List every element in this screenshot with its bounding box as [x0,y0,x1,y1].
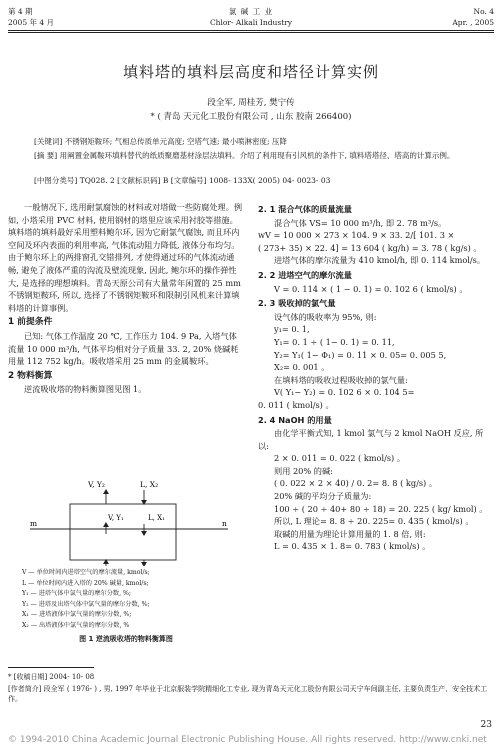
text-line: 进塔气体的摩尔流量为 410 kmol/h, 即 0. 114 kmol/s。 [274,255,486,266]
footnote-author: [作者简介] 段全军 ( 1976- ) , 男, 1997 年毕业于北京服装学院精细化工专业, 现为青岛天元化工股份有限公司天宁车间副主任, 主要负责生产、安全技术工作。 [8,685,488,703]
section-2-text: 逆流吸收塔的物料衡算图见图 1。 [24,384,147,395]
legend-item: L — 单位时间内进入塔的 20% 碱量, kmol/s; [22,579,149,587]
equation-line: wV = 10 000 × 273 × 104. 9 × 33. 2/[ 101. 3 × [258,230,455,241]
keywords: [关键词] 不锈钢矩鞍环; 气相总传质单元高度; 空塔气速; 最小喷淋密度; 压降 [34,137,287,146]
affiliation: * ( 青岛 天元化工股份有限公司 , 山东 胶南 266400) [150,112,352,122]
section-2-4-heading: 2. 4 NaOH 的用量 [258,414,332,425]
text-line: 混合气体 VS= 10 000 m³/h, 即 2. 78 m³/s。 [274,217,447,228]
label-liquid-top: L, X₂ [140,480,159,489]
equation-line: ( 273+ 35) × 22. 4] = 13 604 ( kg/h) = 3. 78 ( kg/s) 。 [258,242,482,253]
section-2-2-heading: 2. 2 进塔空气的摩尔流量 [258,269,352,280]
text-line: 设气体的吸收率为 95%, 则: [274,311,377,322]
legend-item: V — 单位时间内进塔空气的摩尔流量, kmol/s; [22,569,150,576]
section-2-1-heading: 2. 1 混合气体的质量流量 [258,204,352,214]
left-column [8,201,244,396]
equation-line: Y₂= Y₁( 1− Φ₁) = 0. 11 × 0. 05= 0. 005 5, [274,349,447,360]
label-liquid-section: L, X₁ [148,514,165,522]
equation-line: ( 0. 022 × 2 × 40) / 0. 2= 8. 8 ( kg/s) 。 [274,478,438,489]
page-number: 23 [480,720,492,730]
footnote-rule [8,667,94,668]
label-gas-section: V, Y₁ [108,514,124,522]
text-line: 由化学平衡式知, 1 kmol 氯气与 2 kmol NaOH 反应, 所以: [258,428,484,451]
equation-line: 100 ÷ ( 20 ÷ 40+ 80 ÷ 18) = 20. 225 ( kg/ kmol) 。 [274,503,488,514]
classification: [中图分类号] TQ028. 2 [文献标识码] B [文章编号] 1008- 133X( 2005) 04- 0023- 03 [34,176,331,185]
legend-item: Y₂ — 进塔及出塔气体中氯气量的摩尔分数, %; [22,600,150,608]
equation-line: L = 0. 435 × 1. 8= 0. 783 ( kmol/s) 。 [274,541,431,552]
equation-line: Y₁= 0. 1 ÷ ( 1− 0. 1) = 0. 11, [274,336,395,347]
equation-line: V = 0. 114 × ( 1 − 0. 1) = 0. 102 6 ( kmol/s) 。 [274,283,468,294]
tower-column [70,504,176,560]
figure-caption: 图 1 逆流吸收塔的物料衡算图 [79,635,173,643]
liquid-outlet-arrowhead [141,562,147,566]
text-line: 20% 碱的平均分子质量为: [274,491,372,502]
label-m: m [30,519,38,528]
section-1-text: 已知: 气体工作温度 20 ℃, 工作压力 104. 9 Pa, 入塔气体流量 10 000 m³/h, 气体平均相对分子质量 33. 2, 20% 烧碱耗用量 112 752 kg/h。吸收塔采用 25 mm 的金属鞍环。 [8,330,239,367]
equation-line: 0. 011 ( kmol/s) 。 [258,399,334,410]
header-journal-en: Chlor- Alkali Industry [209,18,293,27]
legend-item: Y₁ — 进塔气体中氯气量的摩尔分数, %; [22,590,132,597]
legend-item: X₂ — 出塔液体中氯气量的摩尔分数, % [22,621,130,629]
header-issue-en: No. 4 [473,7,494,16]
label-n: n [222,519,227,528]
gas-outlet-arrowhead [103,489,109,494]
equation-line: V( Y₁− Y₂) = 0. 102 6 × 0. 104 5= [274,387,415,398]
header-date-cn: 2005 年 4 月 [8,18,55,27]
footnote-received: * [收稿日期] 2004- 10- 08 [8,673,95,681]
header-date-en: Apr. , 2005 [452,18,494,27]
authors: 段全军, 周桂芳, 樊宁传 [207,98,295,108]
gas-section-arrowhead [103,522,109,527]
material-balance-diagram [8,478,244,566]
text-line: 则用 20% 的碱: [274,465,333,476]
equation-line: 2 × 0. 011 = 0. 022 ( kmol/s) 。 [274,453,406,464]
legend-item: X₁ — 进塔液体中氯气量的摩尔分数, %; [22,611,132,618]
section-1-heading: 1 前提条件 [8,317,53,328]
text-line: 取碱的用量为理论计算用量的 1. 8 倍, 则: [274,528,426,539]
right-column [258,201,494,553]
equation-line: y₁= 0. 1, [274,324,310,335]
copyright-watermark: © 1994-2010 China Academic Journal Electronic Publishing House. All rights reserved. http://www.cnki.net [8,735,487,745]
header-rule [8,30,494,31]
section-2-3-heading: 2. 3 吸收掉的氯气量 [258,298,336,309]
equation-line: 所以, L 理论= 8. 8 ÷ 20. 225= 0. 435 ( kmol/s) 。 [274,516,474,527]
header-rule-2 [8,32,494,33]
abstract: [摘 要] 用阐置金属鞍环填料替代的纸质聚磨基材涂层法填料。介绍了利用现有引风机的条件下, 填料塔塔径、塔高的计算示例。 [34,151,455,160]
figure-legend [22,568,244,631]
intro-paragraph: 一般情况下, 选用耐氯腐蚀的材料或对塔做一些防腐处理。例如, 小塔采用 PVC 材料, 使用钢材的塔里应该采用衬胶等措施。填料塔的填料最好采用塑料鲍尔环, 因为它耐氯气腐蚀, 而且环内空间及环内表面的利用率高, 气体流动阻力降低, 液体分布均匀。由于鲍尔环上的两排窗孔交错排列, 才使得通过环的气体流动通畅, 避免了液体严重的沟流及壁流现象, 因此, 鲍尔环的操作弹性大, 是选择的理想填料。青岛天原公司有大量常年闲置的 25 mm 不锈钢矩鞍环, 所以, 选择了不锈钢矩鞍环和限制引风机来计算填料塔的计算事例。 [8,202,243,313]
header-issue-cn: 第 4 期 [8,7,33,16]
liquid-section-arrowhead [141,531,147,536]
equation-line: X₂= 0. 001 。 [274,362,330,373]
label-gas-top: V, Y₂ [88,480,105,489]
section-2-heading: 2 物料衡算 [8,370,53,381]
text-line: 在填料塔的吸收过程吸收掉的氯气量: [274,374,408,385]
article-title: 填料塔的填料层高度和塔径计算实例 [122,63,379,81]
header-journal-cn: 氯 碱 工 业 [228,7,274,16]
